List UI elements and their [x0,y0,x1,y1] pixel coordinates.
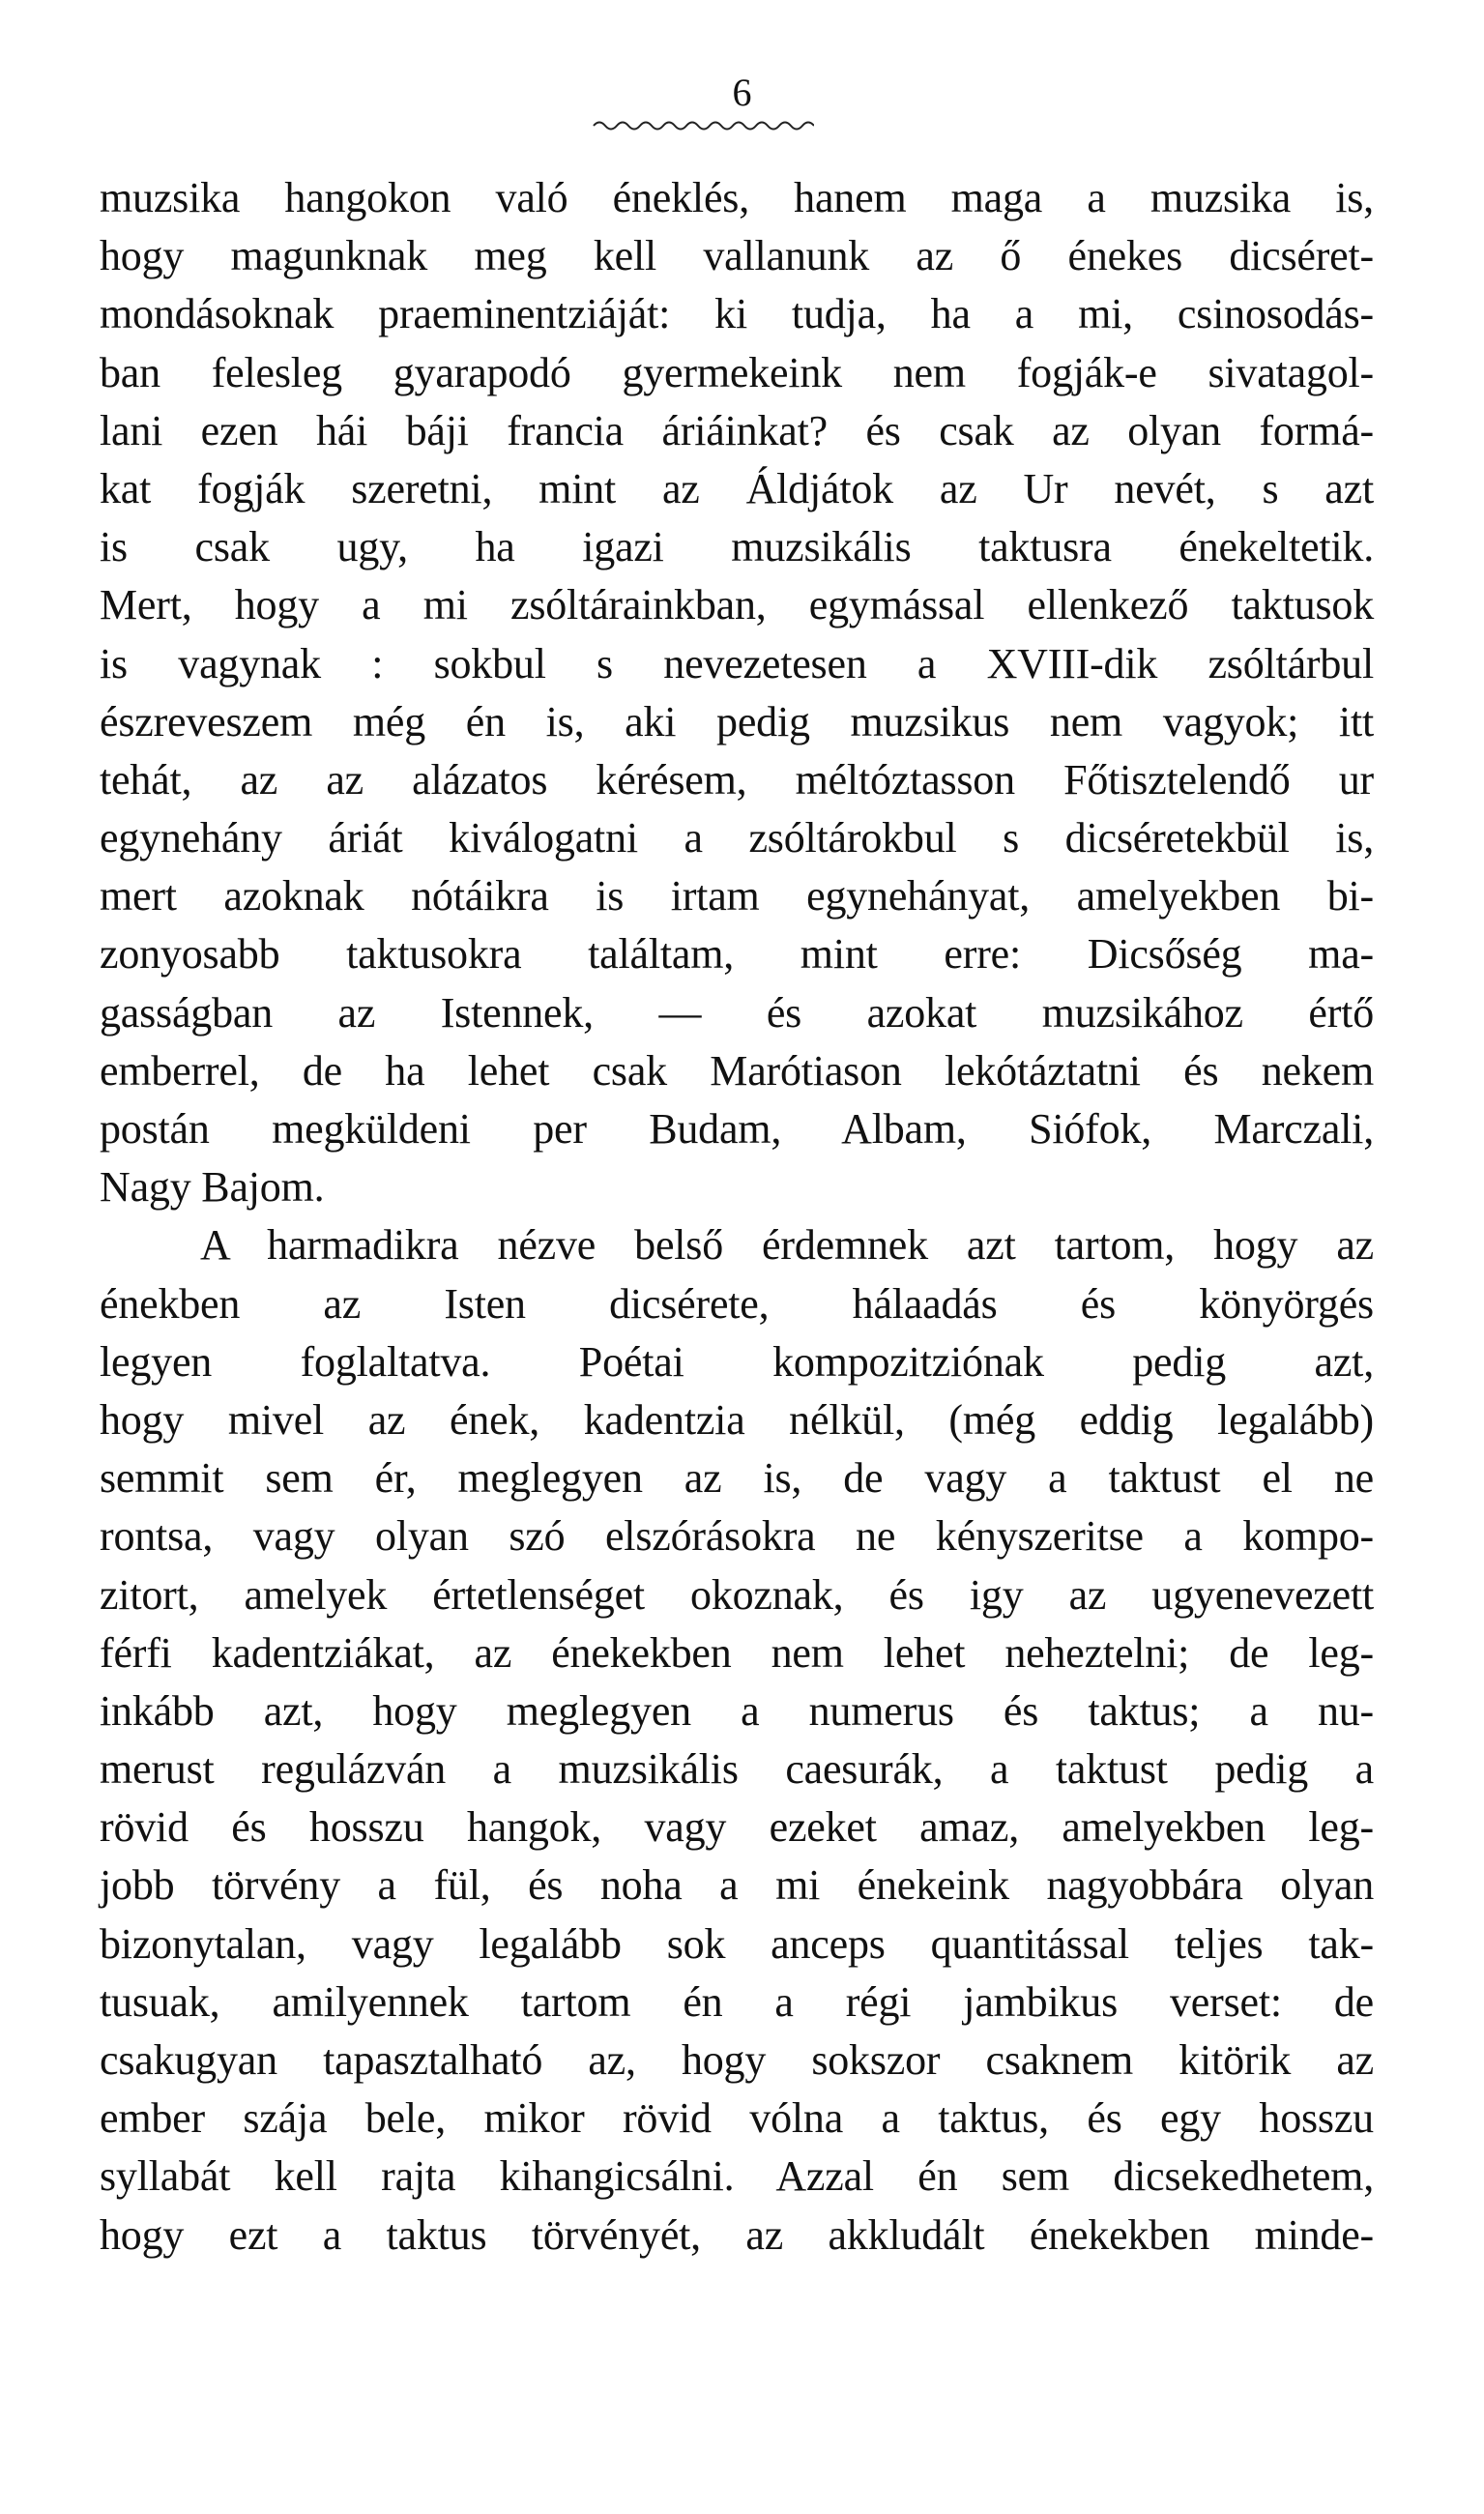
text-line: tusuak, amilyennek tartom én a régi jambikus verset: de [100,1977,1374,2026]
text-line: kat fogják szeretni, mint az Áldjátok az Ur nevét, s azt [100,464,1374,512]
text-line: ember szája bele, mikor rövid vólna a taktus, és egy hosszu [100,2094,1374,2143]
text-line: rövid és hosszu hangok, vagy ezeket amaz, amelyekben leg- [100,1803,1374,1852]
text-line: A harmadikra nézve belső érdemnek azt tartom, hogy az [200,1221,1374,1270]
text-line: Nagy Bajom. [100,1163,325,1212]
text-line: ban felesleg gyarapodó gyermekeink nem fogják-e sivatagol- [100,348,1374,396]
text-line: hogy ezt a taktus törvényét, az akkludált énekekben minde- [100,2210,1374,2259]
text-line: Mert, hogy a mi zsóltárainkban, egymással ellenkező taktusok [100,581,1374,629]
text-line: észreveszem még én is, aki pedig muzsikus nem vagyok; itt [100,697,1374,745]
text-line: csakugyan tapasztalható az, hogy sokszor csaknem kitörik az [100,2036,1374,2084]
text-line: egynehány áriát kiválogatni a zsóltárokbul s dicséretekbül is, [100,814,1374,862]
text-line: lani ezen hái báji francia áriáinkat? és csak az olyan formá- [100,406,1374,454]
text-line: tehát, az az alázatos kérésem, méltóztasson Főtisztelendő ur [100,755,1374,804]
text-line: muzsika hangokon való éneklés, hanem maga a muzsika is, [100,174,1374,221]
text-line: zitort, amelyek értetlenséget okoznak, és igy az ugyenevezett [100,1570,1374,1619]
decorative-wave-ornament-icon [592,118,814,132]
text-line: merust regulázván a muzsikális caesurák, a taktust pedig a [100,1745,1374,1794]
text-line: inkább azt, hogy meglegyen a numerus és taktus; a nu- [100,1686,1374,1735]
text-line: is vagynak : sokbul s nevezetesen a XVIII-dik zsóltárbul [100,639,1374,687]
text-line: énekben az Isten dicsérete, hálaadás és könyörgés [100,1279,1374,1328]
text-line: hogy magunknak meg kell vallanunk az ő énekes dicséret- [100,232,1374,280]
text-line: mondásoknak praeminentziáját: ki tudja, ha a mi, csinosodás- [100,290,1374,338]
text-line: gasságban az Istennek, — és azokat muzsikához értő [100,988,1374,1037]
text-line: mert azoknak nótáikra is irtam egynehányat, amelyekben bi- [100,872,1374,921]
page-number: 6 [732,71,752,114]
text-line: jobb törvény a fül, és noha a mi énekeink nagyobbára olyan [100,1861,1374,1910]
text-line: is csak ugy, ha igazi muzsikális taktusra énekeltetik. [100,523,1374,571]
text-line: bizonytalan, vagy legalább sok anceps quantitással teljes tak- [100,1919,1374,1968]
text-line: emberrel, de ha lehet csak Marótiason lekótáztatni és nekem [100,1046,1374,1095]
text-line: legyen foglaltatva. Poétai kompozitziónak pedig azt, [100,1337,1374,1386]
text-line: postán megküldeni per Budam, Albam, Siófok, Marczali, [100,1105,1374,1153]
text-line: hogy mivel az ének, kadentzia nélkül, (még eddig legalább) [100,1395,1374,1444]
text-line: syllabát kell rajta kihangicsálni. Azzal én sem dicsekedhetem, [100,2152,1374,2201]
body-text [100,169,1374,2265]
text-line: rontsa, vagy olyan szó elszórásokra ne kényszeritse a kompo- [100,1512,1374,1561]
text-line: zonyosabb taktusokra találtam, mint erre: Dicsőség ma- [100,930,1374,979]
text-line: férfi kadentziákat, az énekekben nem lehet neheztelni; de leg- [100,1628,1374,1677]
text-line: semmit sem ér, meglegyen az is, de vagy a taktust el ne [100,1454,1374,1503]
